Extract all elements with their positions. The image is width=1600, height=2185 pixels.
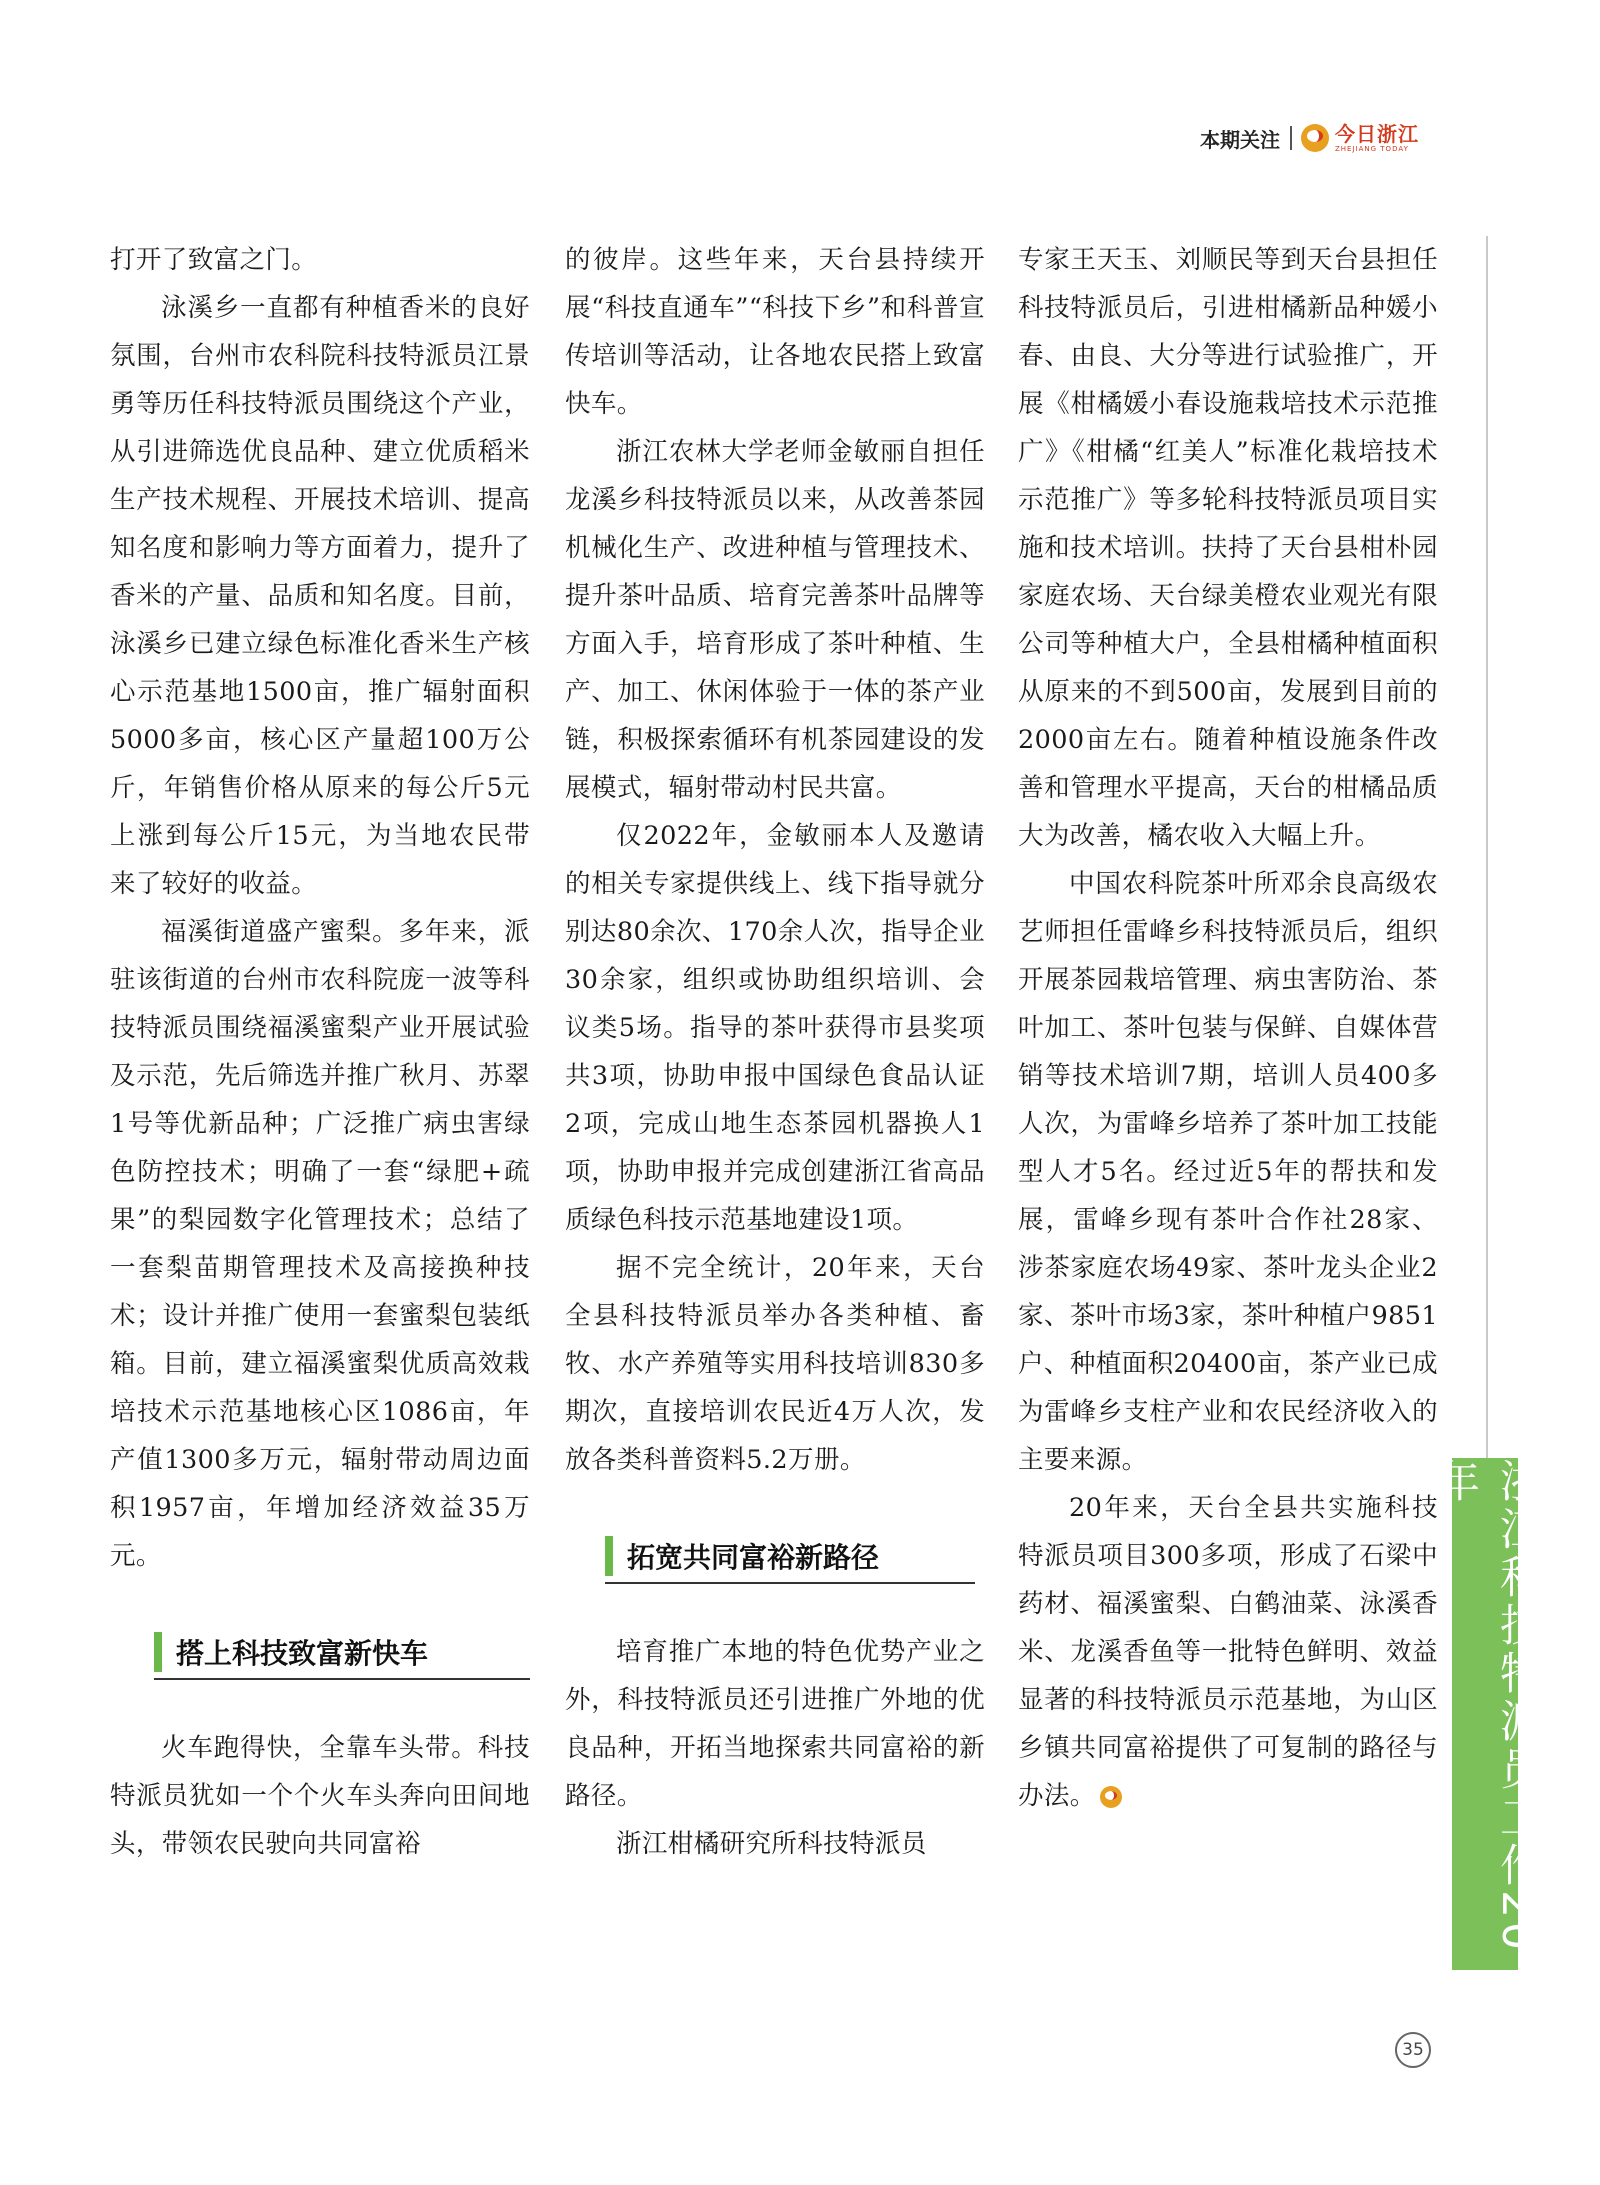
heading-marker xyxy=(154,1632,162,1672)
paragraph: 泳溪乡一直都有种植香米的良好氛围，台州市农科院科技特派员江景勇等历任科技特派员围绕这个产业，从引进筛选优良品种、建立优质稻米生产技术规程、开展技术培训、提高知名度和影响力等方面着力，提升了香米的产量、品质和知名度。目前，泳溪乡已建立绿色标准化香米生产核心示范基地1500亩，推广辐射面积5000多亩，核心区产量超100万公斤，年销售价格从原来的每公斤5元上涨到每公斤15元，为当地农民带来了较好的收益。 xyxy=(110,293,530,899)
end-mark-icon xyxy=(1100,1786,1122,1808)
section-heading xyxy=(110,1628,530,1676)
heading-underline xyxy=(154,1678,530,1680)
paragraph: 仅2022年，金敏丽本人及邀请的相关专家提供线上、线下指导就分别达80余次、170余人次，指导企业30余家，组织或协助组织培训、会议类5场。指导的茶叶获得市县奖项共3项，协助申报中国绿色食品认证2项，完成山地生态茶园机器换人1项，协助申报并完成创建浙江省高品质绿色科技示范基地建设1项。 xyxy=(565,821,985,1235)
heading-title: 搭上科技致富新快车 xyxy=(176,1637,429,1670)
side-tab-label: 浙江科技特派员工作20年 xyxy=(1428,1458,1543,1954)
paragraph: 专家王天玉、刘顺民等到天台县担任科技特派员后，引进柑橘新品种媛小春、由良、大分等进行试验推广，开展《柑橘媛小春设施栽培技术示范推广》《柑橘“红美人”标准化栽培技术示范推广》等多轮科技特派员项目实施和技术培训。扶持了天台县柑朴园家庭农场、天台绿美橙农业观光有限公司等种植大户，全县柑橘种植面积从原来的不到500亩，发展到目前的2000亩左右。随着种植设施条件改善和管理水平提高，天台的柑橘品质大为改善，橘农收入大幅上升。 xyxy=(1018,245,1438,851)
paragraph: 火车跑得快，全靠车头带。科技特派员犹如一个个火车头奔向田间地头，带领农民驶向共同富裕 xyxy=(110,1733,530,1859)
paragraph: 浙江农林大学老师金敏丽自担任龙溪乡科技特派员以来，从改善茶园机械化生产、改进种植与管理技术、提升茶叶品质、培育完善茶叶品牌等方面入手，培育形成了茶叶种植、生产、加工、休闲体验于一体的茶产业链，积极探索循环有机茶园建设的发展模式，辐射带动村民共富。 xyxy=(565,437,985,803)
column-3 xyxy=(1018,236,1438,1820)
paragraph-final xyxy=(1018,1484,1438,1820)
side-tab xyxy=(1428,1458,1543,1970)
page-header xyxy=(1200,120,1480,156)
page-number: 35 xyxy=(1395,2032,1431,2068)
column-1 xyxy=(110,236,530,1868)
paragraph: 培育推广本地的特色优势产业之外，科技特派员还引进推广外地的优良品种，开拓当地探索共同富裕的新路径。 xyxy=(565,1637,985,1811)
section-heading xyxy=(565,1532,985,1580)
brand-name-en: ZHEJIANG TODAY xyxy=(1335,144,1409,153)
column-2 xyxy=(565,236,985,1868)
heading-marker xyxy=(605,1536,613,1576)
paragraph: 福溪街道盛产蜜梨。多年来，派驻该街道的台州市农科院庞一波等科技特派员围绕福溪蜜梨产业开展试验及示范，先后筛选并推广秋月、苏翠1号等优新品种；广泛推广病虫害绿色防控技术；明确了一套“绿肥+疏果”的梨园数字化管理技术；总结了一套梨苗期管理技术及高接换种技术；设计并推广使用一套蜜梨包装纸箱。目前，建立福溪蜜梨优质高效栽培技术示范基地核心区1086亩，年产值1300多万元，辐射带动周边面积1957亩，年增加经济效益35万元。 xyxy=(110,917,530,1571)
paragraph: 据不完全统计，20年来，天台全县科技特派员举办各类种植、畜牧、水产养殖等实用科技培训830多期次，直接培训农民近4万人次，发放各类科普资料5.2万册。 xyxy=(565,1253,985,1475)
header-divider xyxy=(1290,126,1292,150)
paragraph: 的彼岸。这些年来，天台县持续开展“科技直通车”“科技下乡”和科普宣传培训等活动，让各地农民搭上致富快车。 xyxy=(565,245,985,419)
paragraph: 浙江柑橘研究所科技特派员 xyxy=(616,1829,927,1859)
heading-underline xyxy=(605,1582,975,1584)
zhejiang-today-logo-icon xyxy=(1301,124,1329,152)
brand-name: 今日浙江 xyxy=(1335,121,1419,146)
paragraph: 中国农科院茶叶所邓余良高级农艺师担任雷峰乡科技特派员后，组织开展茶园栽培管理、病虫害防治、茶叶加工、茶叶包装与保鲜、自媒体营销等技术培训7期，培训人员400多人次，为雷峰乡培养了茶叶加工技能型人才5名。经过近5年的帮扶和发展，雷峰乡现有茶叶合作社28家、涉茶家庭农场49家、茶叶龙头企业2家、茶叶市场3家，茶叶种植户9851户、种植面积20400亩，茶产业已成为雷峰乡支柱产业和农民经济收入的主要来源。 xyxy=(1018,869,1438,1475)
heading-title: 拓宽共同富裕新路径 xyxy=(627,1541,880,1574)
section-label: 本期关注 xyxy=(1200,127,1280,152)
paragraph-final-text: 20年来，天台全县共实施科技特派员项目300多项，形成了石梁中药材、福溪蜜梨、白鹤油菜、泳溪香米、龙溪香鱼等一批特色鲜明、效益显著的科技特派员示范基地，为山区乡镇共同富裕提供了可复制的路径与办法。 xyxy=(1018,1493,1438,1811)
paragraph: 打开了致富之门。 xyxy=(110,245,318,275)
side-rule xyxy=(1486,236,1488,1458)
brand-block xyxy=(1335,121,1419,153)
